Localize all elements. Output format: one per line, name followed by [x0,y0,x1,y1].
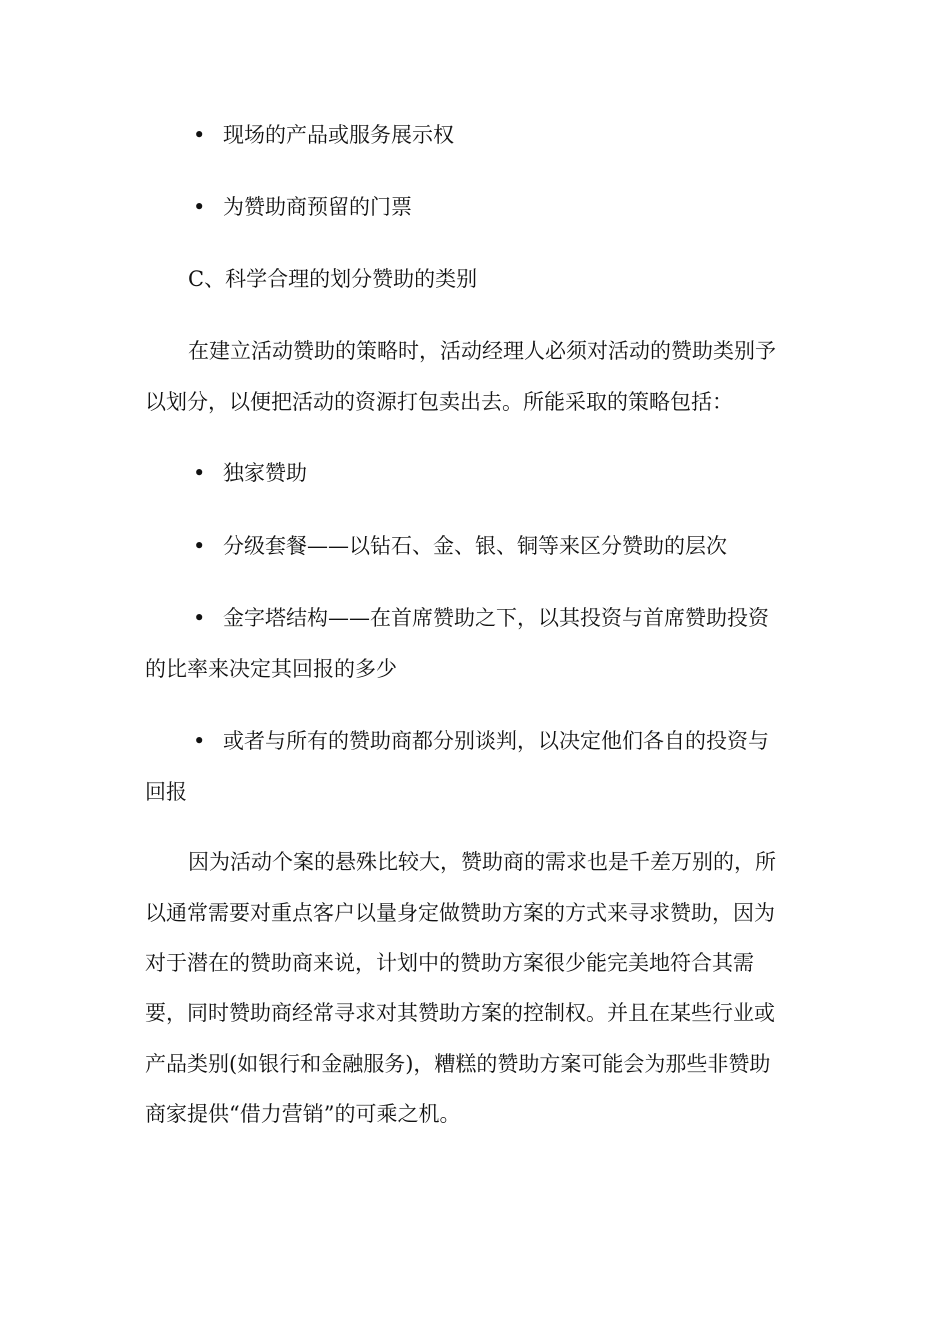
bullet-icon: • [193,606,206,630]
bullet-text: 为赞助商预留的门票 [223,195,412,219]
bullet-text: 金字塔结构——在首席赞助之下，以其投资与首席赞助投资 [223,606,769,630]
bullet-item [193,726,858,756]
bullet-text: 现场的产品或服务展示权 [223,123,454,147]
paragraph-line: 对于潜在的赞助商来说，计划中的赞助方案很少能完美地符合其需 [145,951,754,975]
paragraph-line: 以通常需要对重点客户以量身定做赞助方案的方式来寻求赞助，因为 [145,901,775,925]
paragraph-line: 在建立活动赞助的策略时，活动经理人必须对活动的赞助类别予 [188,339,776,363]
bullet-text: 分级套餐——以钻石、金、银、铜等来区分赞助的层次 [223,534,727,558]
bullet-icon: • [193,195,206,219]
bullet-item [193,120,858,150]
paragraph-line: 因为活动个案的悬殊比较大，赞助商的需求也是千差万别的，所 [188,850,776,874]
bullet-item [193,531,858,561]
paragraph-line: 回报 [145,780,187,804]
paragraph-line: 的比率来决定其回报的多少 [145,657,397,681]
paragraph-line: 商家提供“借力营销”的可乘之机。 [145,1102,461,1126]
bullet-text: 独家赞助 [223,461,307,485]
paragraph-line: 产品类别(如银行和金融服务)，糟糕的赞助方案可能会为那些非赞助 [145,1052,771,1076]
bullet-icon: • [193,461,206,485]
bullet-item [193,603,858,633]
bullet-icon: • [193,729,206,753]
bullet-icon: • [193,123,206,147]
bullet-item [193,458,858,488]
paragraph-line: 要，同时赞助商经常寻求对其赞助方案的控制权。并且在某些行业或 [145,1001,775,1025]
section-heading: C、科学合理的划分赞助的类别 [188,267,478,291]
paragraph-line: 以划分，以便把活动的资源打包卖出去。所能采取的策略包括： [145,390,733,414]
bullet-item [193,192,858,222]
bullet-icon: • [193,534,206,558]
bullet-text: 或者与所有的赞助商都分别谈判，以决定他们各自的投资与 [223,729,769,753]
